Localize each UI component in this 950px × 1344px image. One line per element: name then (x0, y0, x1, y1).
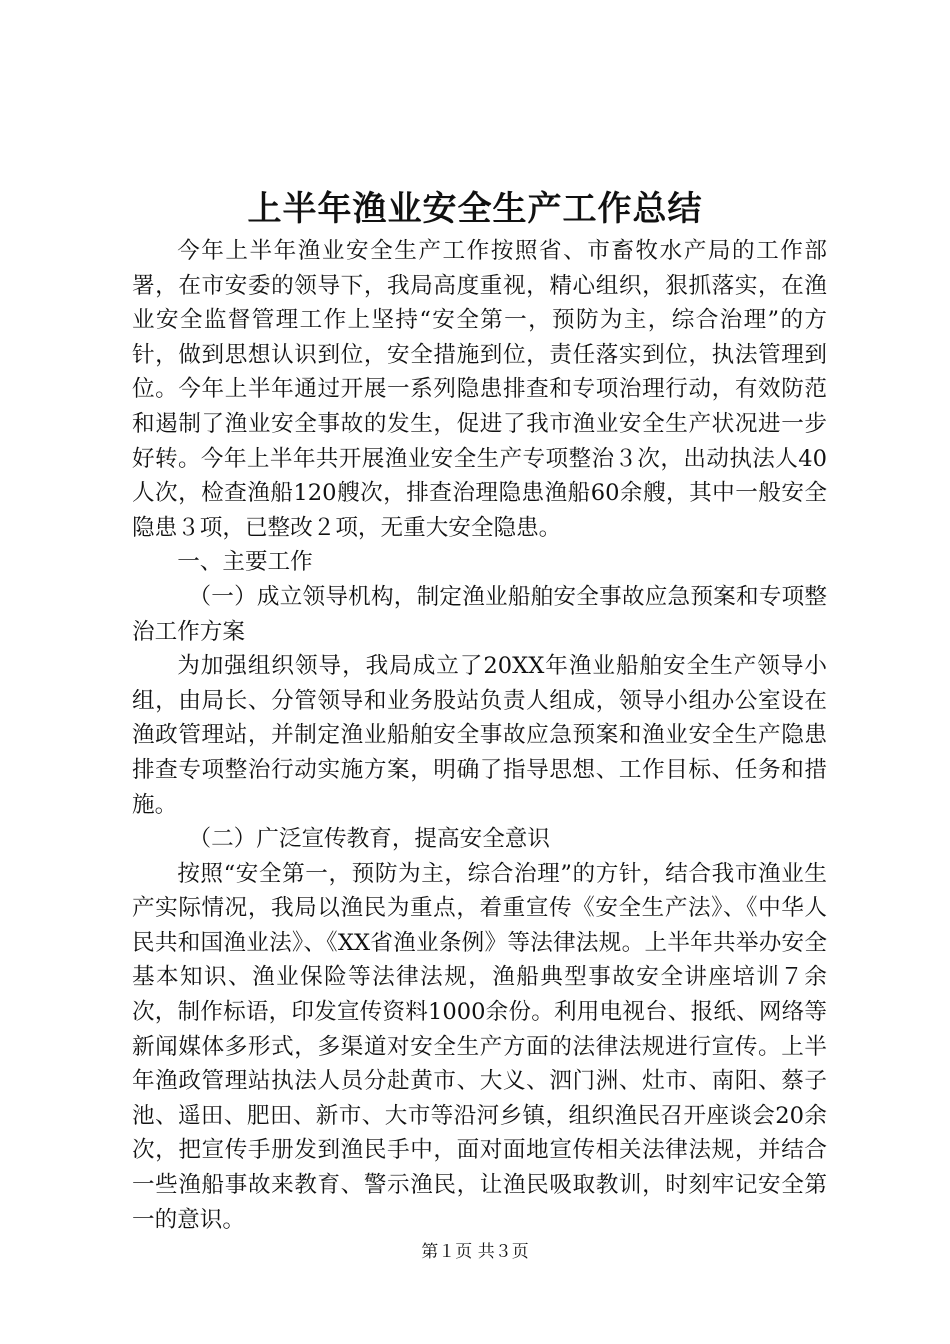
subsection-2-paragraph: 按照“安全第一，预防为主，综合治理”的方针，结合我市渔业生产实际情况，我局以渔民为重点，着重宣传《安全生产法》、《中华人民共和国渔业法》、《XX省渔业条例》等法律法规。上半年共举办安全基本知识、渔业保险等法律法规，渔船典型事故安全讲座培训７余次，制作标语，印发宣传资料1000余份。利用电视台、报纸、网络等新闻媒体多形式，多渠道对安全生产方面的法律法规进行宣传。上半年渔政管理站执法人员分赴黄市、大义、泗门洲、灶市、南阳、蔡子池、遥田、肥田、新市、大市等沿河乡镇，组织渔民召开座谈会20余次，把宣传手册发到渔民手中，面对面地宣传相关法律法规，并结合一些渔船事故来教育、警示渔民，让渔民吸取教训，时刻牢记安全第一的意识。 (132, 860, 827, 1233)
document-body (132, 234, 827, 1237)
subsection-heading-2: （二）广泛宣传教育，提高安全意识 (188, 826, 550, 853)
subsection-heading-1: （一）成立领导机构，制定渔业船舶安全事故应急预案和专项整治工作方案 (132, 583, 827, 645)
section-heading-main-work: 一、主要工作 (177, 549, 313, 576)
document-title: 上半年渔业安全生产工作总结 (247, 189, 703, 229)
subsection-1-paragraph: 为加强组织领导，我局成立了20XX年渔业船舶安全生产领导小组，由局长、分管领导和业务股站负责人组成，领导小组办公室设在渔政管理站，并制定渔业船舶安全事故应急预案和渔业安全生产隐患排查专项整治行动实施方案，明确了指导思想、工作目标、任务和措施。 (132, 653, 827, 818)
intro-paragraph: 今年上半年渔业安全生产工作按照省、市畜牧水产局的工作部署，在市安委的领导下，我局高度重视，精心组织，狠抓落实，在渔业安全监督管理工作上坚持“安全第一，预防为主，综合治理”的方针，做到思想认识到位，安全措施到位，责任落实到位，执法管理到位。今年上半年通过开展一系列隐患排查和专项治理行动，有效防范和遏制了渔业安全事故的发生，促进了我市渔业安全生产状况进一步好转。今年上半年共开展渔业安全生产专项整治３次，出动执法人40人次，检查渔船120艘次，排查治理隐患渔船60余艘，其中一般安全隐患３项，已整改２项，无重大安全隐患。 (132, 238, 827, 541)
page-footer: 第１页 共３页 (421, 1242, 529, 1262)
